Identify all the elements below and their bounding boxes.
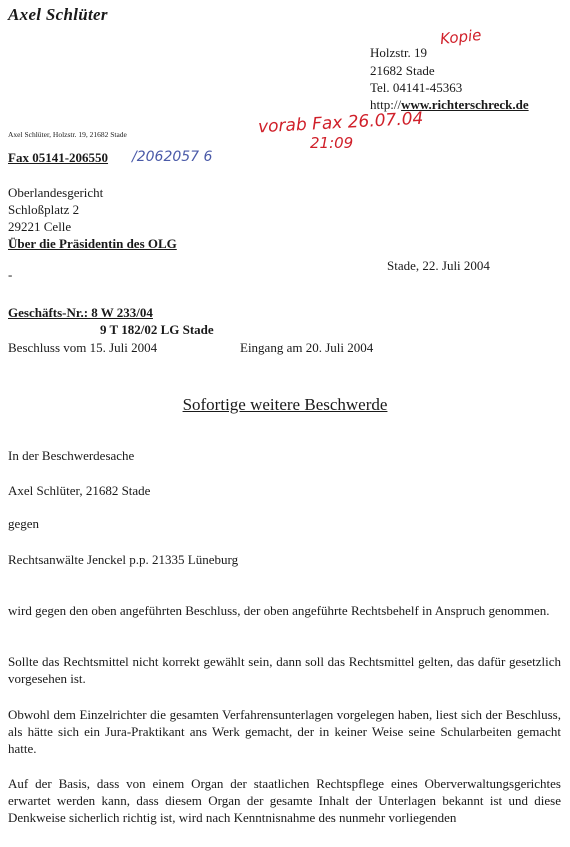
claimant: Axel Schlüter, 21682 Stade: [8, 483, 151, 498]
sender-name: Axel Schlüter: [8, 5, 108, 24]
kopie-note: Kopie: [439, 25, 483, 49]
case-number: Geschäfts-Nr.: 8 W 233/04: [8, 305, 153, 320]
fax-sent-note: vorab Fax 26.07.04: [257, 108, 424, 138]
recipient-line2: Schloßplatz 2: [8, 202, 80, 217]
website-domain: www.richterschreck.de: [401, 97, 529, 112]
sender-city: 21682 Stade: [370, 63, 435, 78]
dash: -: [8, 267, 13, 282]
place-date: Stade, 22. Juli 2004: [387, 258, 490, 273]
received-date: Eingang am 20. Juli 2004: [240, 340, 374, 355]
fax-time-note: 21:09: [310, 134, 354, 152]
recipient-line4: Über die Präsidentin des OLG: [8, 236, 177, 251]
parties-intro: In der Beschwerdesache: [8, 448, 135, 463]
return-address: Axel Schlüter, Holzstr. 19, 21682 Stade: [8, 130, 127, 139]
sender-street: Holzstr. 19: [370, 45, 428, 60]
decision-date: Beschluss vom 15. Juli 2004: [8, 340, 158, 355]
lower-court-ref: 9 T 182/02 LG Stade: [100, 322, 214, 337]
paragraph-2: Sollte das Rechtsmittel nicht korrekt gewählt sein, dann soll das Rechtsmittel gelten, das dafür gesetzlich vorgesehen ist.: [8, 654, 561, 686]
recipient-line3: 29221 Celle: [8, 219, 72, 234]
versus: gegen: [8, 516, 40, 531]
respondent: Rechtsanwälte Jenckel p.p. 21335 Lüneburg: [8, 552, 239, 567]
website-prefix: http://: [370, 97, 402, 112]
sender-phone: Tel. 04141-45363: [370, 80, 463, 95]
fax-number: Fax 05141-206550: [8, 150, 109, 165]
fax-handwritten: /2062057 6: [132, 149, 213, 165]
paragraph-4: Auf der Basis, dass von einem Organ der staatlichen Rechtspflege eines Oberverwaltungsgerichtes erwartet werden kann, dass diesem Organ der gesamte Inhalt der Unterlagen bekannt ist und diese Denkweise sicherlich richtig ist, wird nach Kenntnisnahme des nunmehr vorliegenden: [8, 776, 561, 825]
recipient-line1: Oberlandesgericht: [8, 185, 104, 200]
document-title: Sofortige weitere Beschwerde: [182, 395, 388, 414]
paragraph-1: wird gegen den oben angeführten Beschluss, der oben angeführte Rechtsbehelf in Anspruch genommen.: [8, 603, 550, 618]
paragraph-3: Obwohl dem Einzelrichter die gesamten Verfahrensunterlagen vorgelegen haben, liest sich der Beschluss, als hätte sich ein Jura-Praktikant ans Werk gemacht, der in keiner Weise seine Schularbeiten gemacht hatte.: [8, 707, 561, 756]
